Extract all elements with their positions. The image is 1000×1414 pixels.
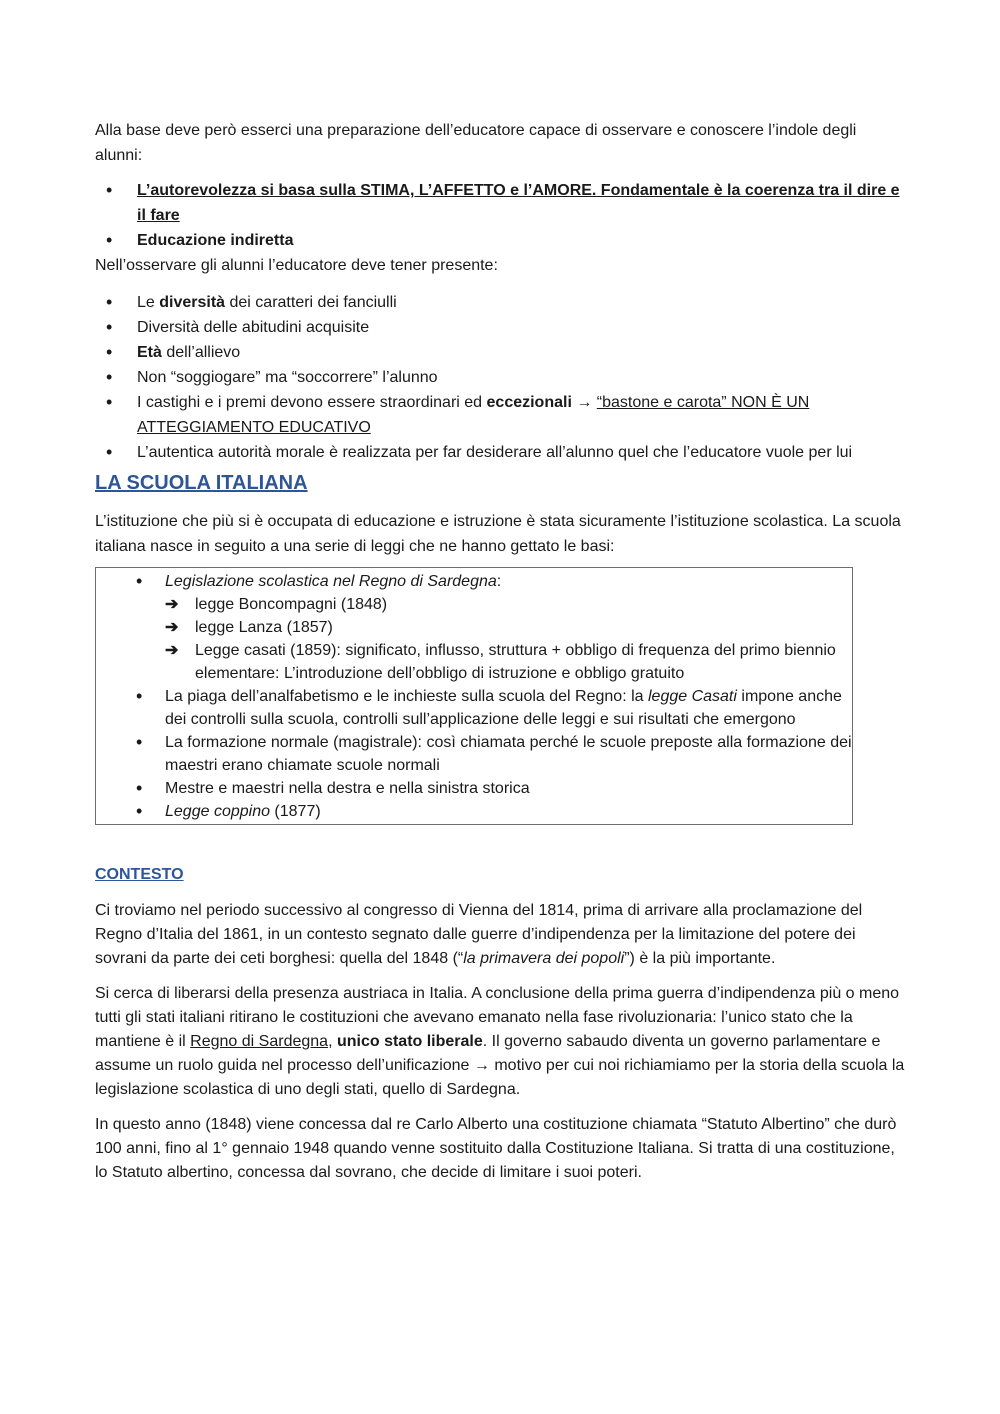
intro-paragraph: Alla base deve però esserci una preparazione dell’educatore capace di osservare e conoscere l’indole degli alunni:	[95, 122, 857, 164]
legislation-list	[96, 570, 852, 823]
list-item: • La formazione normale (magistrale): così chiamata perché le scuole preposte alla formazione dei maestri erano chiamate scuole normali	[96, 731, 852, 777]
list-item: • Mestre e maestri nella destra e nella sinistra storica	[96, 777, 852, 800]
arrow-icon: →	[571, 394, 597, 411]
document-page	[95, 118, 907, 1196]
section-heading-contesto: CONTESTO	[95, 866, 184, 883]
list-item	[95, 290, 907, 315]
text-span: dei caratteri dei fanciulli	[225, 294, 397, 311]
text-span: Le	[137, 294, 160, 311]
text-span: . Il governo sabaudo diventa un governo parlamentare e assume un ruolo guida nel processo dell’unificazione → motivo per cui noi richiamiamo per la storia della scuola la legislazione scolastica di uno degli stati, quello di Sardegna.	[95, 1033, 905, 1098]
arrow-list-item: ➔ legge Lanza (1857)	[165, 616, 852, 639]
text-span: I castighi e i premi devono essere straordinari ed	[137, 394, 487, 411]
section-heading-scuola-italiana: LA SCUOLA ITALIANA	[95, 472, 308, 494]
underlined-span: Regno di Sardegna	[190, 1033, 329, 1050]
bold-span: diversità	[159, 294, 226, 311]
observe-bullet-list	[95, 290, 907, 465]
bold-span: eccezionali	[486, 394, 572, 411]
italic-span: Legislazione scolastica nel Regno di Sardegna	[165, 573, 497, 590]
list-item	[96, 570, 852, 685]
text-span: Ci troviamo nel periodo successivo al congresso di Vienna del 1814, prima di arrivare alla proclamazione del Regno d’Italia del 1861, in un contesto segnato dalle guerre d’indipendenza per la limitazione del potere dei sovrani da parte dei ceti borghesi: quella del 1848 (“	[95, 902, 863, 967]
italic-span: Legge coppino	[165, 803, 270, 820]
text-span: dell’allievo	[161, 344, 241, 361]
list-item: • Non “soggiogare” ma “soccorrere” l’alunno	[95, 365, 907, 390]
text-span: :	[496, 573, 502, 590]
arrow-list-item: ➔ Legge casati (1859): significato, influsso, struttura + obbligo di frequenza del primo biennio elementare: L’introduzione dell’obbligo di istruzione e obbligo gratuito	[165, 639, 852, 685]
arrow-list-item: ➔ legge Boncompagni (1848)	[165, 593, 852, 616]
intro-bullet-list	[95, 178, 907, 253]
observe-paragraph: Nell’osservare gli alunni l’educatore deve tener presente:	[95, 257, 498, 274]
text-span: (1877)	[269, 803, 321, 820]
list-item	[95, 340, 907, 365]
list-item	[96, 685, 852, 731]
authority-statement: L’autorevolezza si basa sulla STIMA, L’AFFETTO e l’AMORE. Fondamentale è la coerenza tra il dire e il fare	[137, 182, 900, 224]
italic-span: la primavera dei popoli	[463, 950, 625, 967]
list-item: • Diversità delle abitudini acquisite	[95, 315, 907, 340]
indirect-education: Educazione indiretta	[137, 232, 294, 249]
list-item	[96, 800, 852, 823]
bold-span: Età	[137, 344, 162, 361]
context-paragraph-2	[95, 982, 907, 1102]
context-paragraph-3: In questo anno (1848) viene concessa dal re Carlo Alberto una costituzione chiamata “Statuto Albertino” che durò 100 anni, fino al 1° gennaio 1948 quando venne sostituito dalla Costituzione Italiana. Si tratta di una costituzione, lo Statuto albertino, concessa dal sovrano, che decide di limitare i suoi poteri.	[95, 1116, 897, 1181]
bold-span: unico stato liberale	[336, 1033, 483, 1050]
legislation-box	[95, 567, 853, 825]
list-item: • L’autentica autorità morale è realizzata per far desiderare all’alunno quel che l’educatore vuole per lui	[95, 440, 907, 465]
text-span: Si cerca di liberarsi della presenza austriaca in Italia. A conclusione della prima guerra d’indipendenza più o meno tutti gli stati italiani ritirano le costituzioni che avevano emanato nella fase rivoluzionaria: l’unico stato che la mantiene è il	[95, 985, 900, 1050]
text-span: La piaga dell’analfabetismo e le inchieste sulla scuola del Regno: la	[165, 688, 648, 705]
text-span: ,	[328, 1033, 337, 1050]
list-item	[95, 228, 907, 253]
list-item	[95, 178, 907, 228]
text-span: ”) è la più importante.	[624, 950, 776, 967]
section1-paragraph: L’istituzione che più si è occupata di educazione e istruzione è stata sicuramente l’istituzione scolastica. La scuola italiana nasce in seguito a una serie di leggi che ne hanno gettato le basi:	[95, 513, 901, 555]
context-paragraph-1	[95, 899, 907, 971]
italic-span: legge Casati	[647, 688, 737, 705]
laws-arrow-list	[165, 593, 852, 685]
text-span: impone anche dei controlli sulla scuola, controlli sull’applicazione delle leggi e sui risultati che emergono	[165, 688, 842, 728]
list-item	[95, 390, 907, 440]
underlined-span: “bastone e carota” NON È UN ATTEGGIAMENTO EDUCATIVO	[137, 394, 810, 436]
